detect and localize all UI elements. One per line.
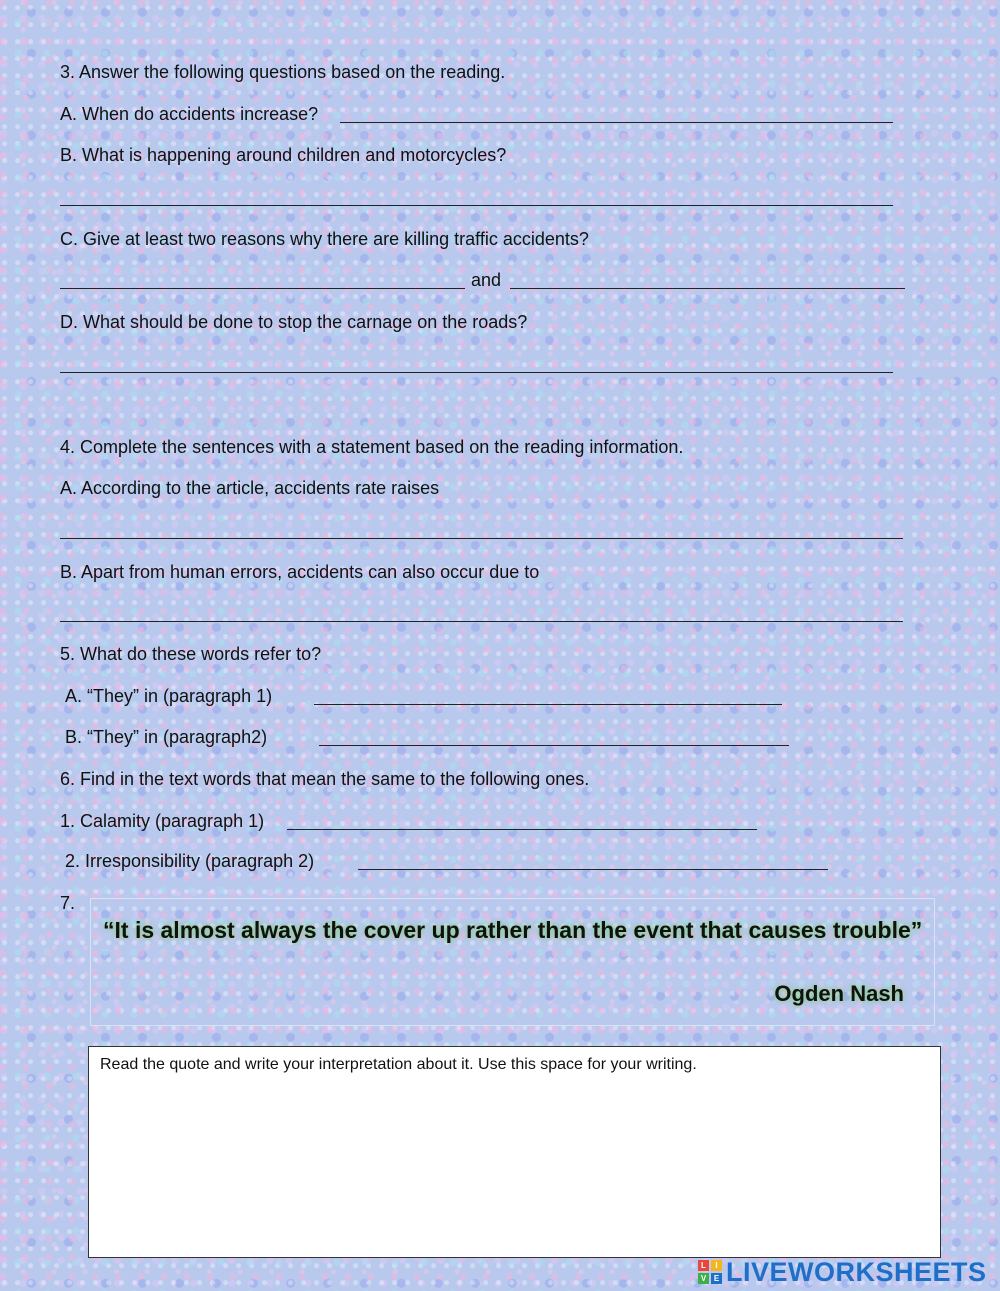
q3d-label: D. What should be done to stop the carnage on the roads? bbox=[60, 312, 528, 332]
q3d-answer-line[interactable] bbox=[60, 372, 893, 373]
logo-text: LIVEWORKSHEETS bbox=[726, 1256, 987, 1287]
q3a-label: A. When do accidents increase? bbox=[60, 104, 319, 124]
q7-number: 7. bbox=[60, 893, 76, 913]
q5b-answer-line[interactable] bbox=[319, 745, 789, 746]
writing-prompt: Read the quote and write your interpretation about it. Use this space for your writing. bbox=[100, 1056, 697, 1073]
logo-square-l: L bbox=[698, 1260, 709, 1271]
q5-heading: 5. What do these words refer to? bbox=[60, 644, 322, 664]
quote-author: Ogden Nash bbox=[774, 981, 904, 1006]
q4a-label: A. According to the article, accidents rate raises bbox=[60, 478, 440, 498]
q3c-and-label: and bbox=[471, 270, 502, 290]
q6-item2-label: 2. Irresponsibility (paragraph 2) bbox=[65, 851, 315, 871]
q3b-label: B. What is happening around children and motorcycles? bbox=[60, 145, 507, 165]
quote-box bbox=[90, 898, 935, 1026]
q3-heading: 3. Answer the following questions based on the reading. bbox=[60, 62, 506, 82]
q5a-answer-line[interactable] bbox=[314, 704, 782, 705]
q3c-answer-line-1[interactable] bbox=[60, 288, 465, 289]
q6-item2-answer-line[interactable] bbox=[358, 869, 828, 870]
liveworksheets-logo bbox=[698, 1258, 987, 1286]
logo-square-i: I bbox=[711, 1260, 722, 1271]
q4b-label: B. Apart from human errors, accidents can also occur due to bbox=[60, 562, 540, 582]
q5a-label: A. “They” in (paragraph 1) bbox=[65, 686, 273, 706]
q4-heading: 4. Complete the sentences with a statement based on the reading information. bbox=[60, 437, 684, 457]
interpretation-textarea[interactable] bbox=[99, 1083, 933, 1252]
q3c-label: C. Give at least two reasons why there are killing traffic accidents? bbox=[60, 229, 589, 249]
q3a-answer-line[interactable] bbox=[340, 122, 893, 123]
q5b-label: B. “They” in (paragraph2) bbox=[65, 727, 268, 747]
q6-item1-answer-line[interactable] bbox=[287, 829, 757, 830]
q6-heading: 6. Find in the text words that mean the same to the following ones. bbox=[60, 769, 590, 789]
logo-square-v: V bbox=[698, 1273, 709, 1284]
q4b-answer-line[interactable] bbox=[60, 621, 903, 622]
logo-square-e: E bbox=[711, 1273, 722, 1284]
q4a-answer-line[interactable] bbox=[60, 538, 903, 539]
logo-squares-icon bbox=[698, 1260, 722, 1284]
quote-text: “It is almost always the cover up rather than the event that causes trouble” bbox=[103, 917, 923, 943]
q3b-answer-line[interactable] bbox=[60, 205, 893, 206]
q3c-answer-line-2[interactable] bbox=[510, 288, 905, 289]
q6-item1-label: 1. Calamity (paragraph 1) bbox=[60, 811, 265, 831]
writing-box bbox=[88, 1046, 941, 1258]
